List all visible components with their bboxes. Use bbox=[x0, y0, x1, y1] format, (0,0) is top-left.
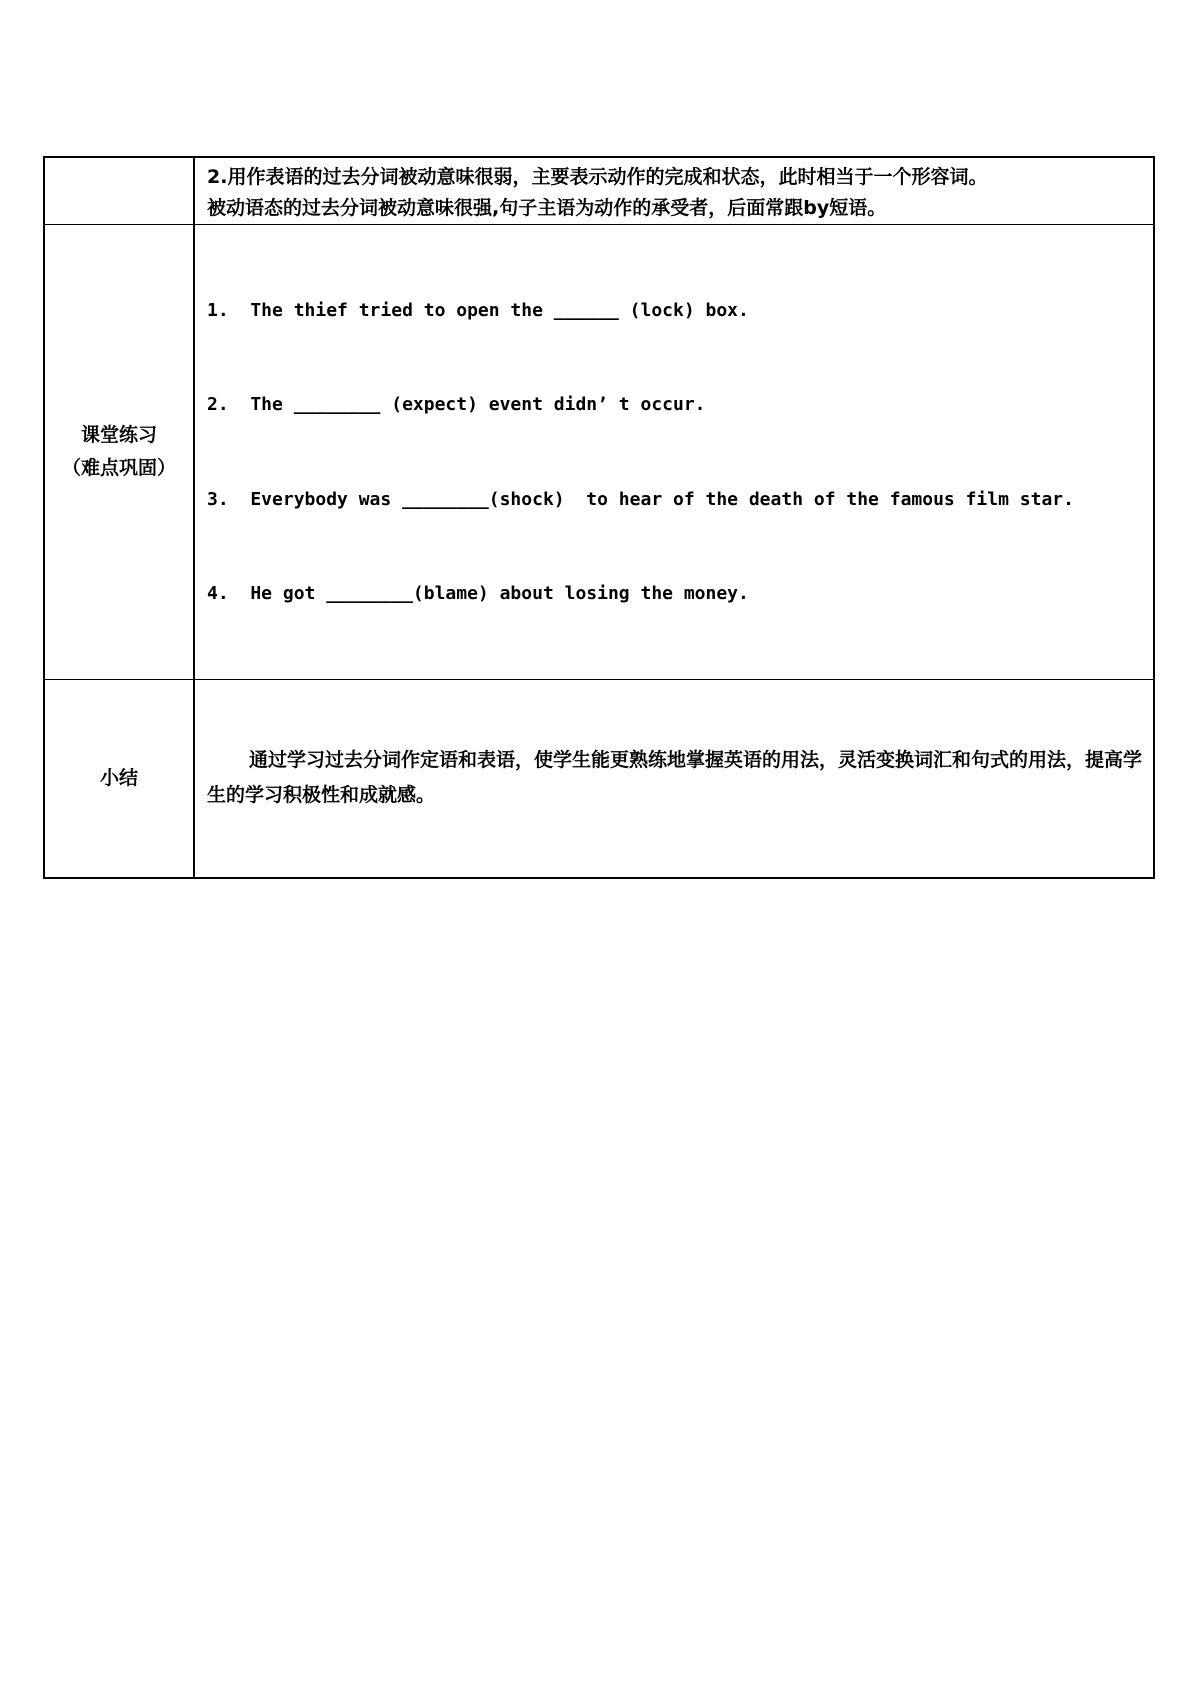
exercise-item: 4. He got ________(blame) about losing the money. bbox=[207, 583, 749, 604]
exercise-list bbox=[195, 232, 1153, 673]
notes-content-cell bbox=[194, 157, 1154, 225]
notes-label-cell bbox=[44, 157, 194, 225]
exercise-label: 课堂练习 bbox=[80, 424, 157, 446]
summary-row bbox=[44, 680, 1154, 878]
summary-text: 通过学习过去分词作定语和表语，使学生能更熟练地掌握英语的用法，灵活变换词汇和句式的用法，提高学生的学习积极性和成就感。 bbox=[207, 749, 1143, 807]
lesson-plan-table bbox=[43, 156, 1155, 879]
summary-label-cell: 小结 bbox=[44, 680, 194, 878]
exercise-row bbox=[44, 225, 1154, 680]
exercise-item: 3. Everybody was ________(shock) to hear of the death of the famous film star. bbox=[207, 488, 1074, 510]
notes-row bbox=[44, 157, 1154, 225]
summary-content-cell bbox=[194, 680, 1154, 878]
exercise-item: 1. The thief tried to open the ______ (lock) box. bbox=[207, 299, 749, 321]
grammar-notes bbox=[195, 158, 1153, 224]
exercise-content-cell bbox=[194, 225, 1154, 680]
grammar-note-line: 被动语态的过去分词被动意味很强,句子主语为动作的承受者，后面常跟by短语。 bbox=[207, 197, 887, 219]
exercise-sublabel: （难点巩固） bbox=[61, 457, 176, 479]
grammar-note-line: 2.用作表语的过去分词被动意味很弱，主要表示动作的完成和状态，此时相当于一个形容词。 bbox=[207, 166, 988, 188]
exercise-item: 2. The ________ (expect) event didn’ t occur. bbox=[207, 394, 706, 415]
exercise-label-cell bbox=[44, 225, 194, 680]
